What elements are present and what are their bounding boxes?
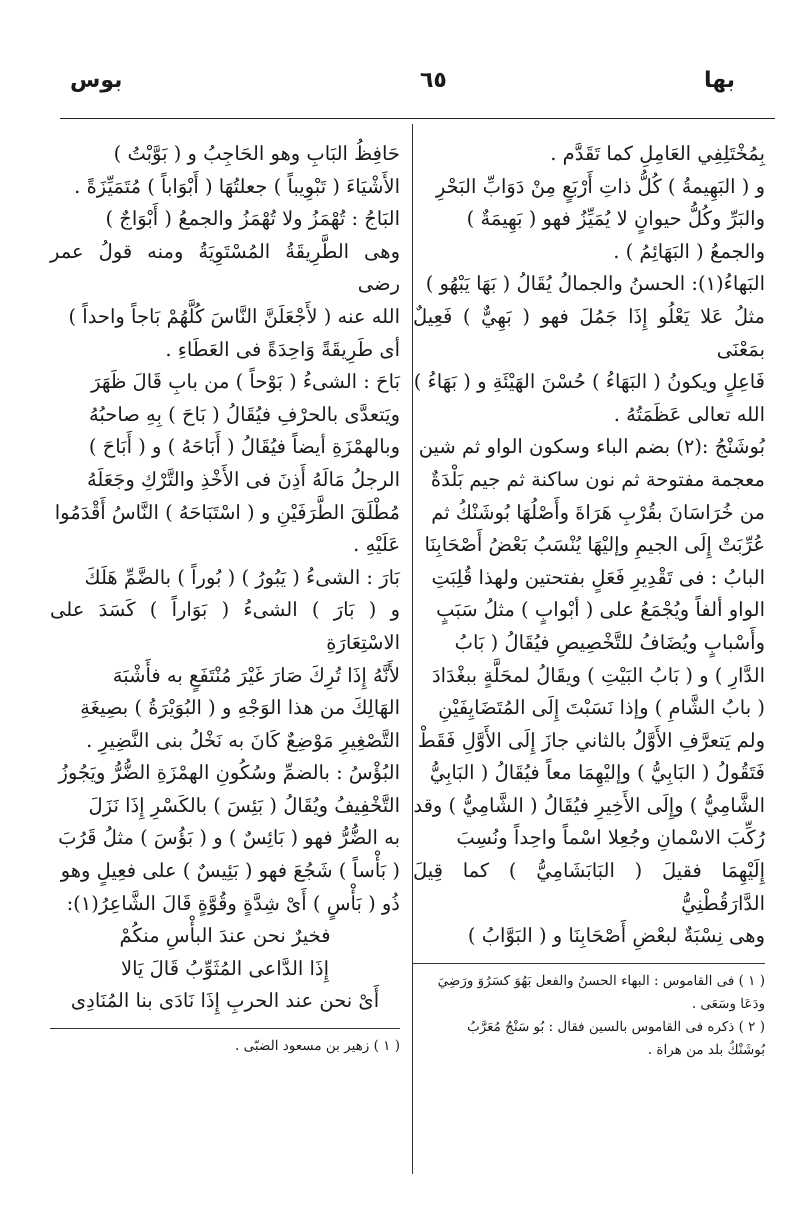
footnote-line: ( ١ ) فى القاموس : البهاء الحسنُ والفعل بَهُوَ كسَرُوَ ورَضِيَ <box>437 972 765 989</box>
text-line: ويَتعدَّى بالحرْفِ فيُقَالُ ( بَاحَ ) بِهِ صاحبُهُ <box>88 402 400 426</box>
text-line: البَاجُ : تُهْمَزُ ولا تُهْمَزُ والجمعُ ( أَبْوَاجٌ ) <box>105 207 400 231</box>
text-line: والبَرِّ وكُلُّ حيوانٍ لا يُمَيِّزُ فهو ( بَهِيمَةٌ ) <box>466 207 765 231</box>
text-line: الهَالِكَ من هذا الوَجْهِ و ( البُوَيْرَةُ ) بصِيغَةِ <box>80 696 400 720</box>
text-line: البَهاءُ(١): الحسنُ والجمالُ يُقَالُ ( بَهَا يَبْهُو ) <box>425 272 765 296</box>
text-line: الواو ألفاً ويُجْمَعُ على ( أبْوابٍ ) مثلُ سَبَبٍ <box>436 598 765 622</box>
header-rule <box>60 118 775 119</box>
text-line: والجمعُ ( البَهَائِمُ ) . <box>613 239 765 263</box>
text-line: فَاعِلٍ ويكونُ ( البَهَاءُ ) حُسْنَ الهَيْئَةِ و ( بَهَاءُ ) <box>413 370 765 394</box>
text-line: بَاحَ : الشىءُ ( بَوْحاً ) من بابِ قَالَ ظَهَرَ <box>91 370 400 394</box>
text-line: مُطْلَقَ الطَّرَفَيْنِ و ( اسْتَبَاحَهُ ) النَّاسُ أَقْدَمُوا <box>54 500 400 524</box>
right-column <box>413 138 765 1062</box>
text-line: وهى نِسْبَةٌ لبعْضِ أَصْحَابِنَا و ( البَوَّابُ ) <box>467 924 765 948</box>
page-number: ٦٥ <box>420 68 447 93</box>
text-line: و ( البَهِيمةُ ) كُلُّ ذاتِ أَرْبَعٍ مِنْ دَوَابِّ البَحْرِ <box>435 174 765 198</box>
text-line: البابُ : فى تَقْدِيرِ فَعَلٍ بفتحتين ولهذا قُلِبَتِ <box>431 565 765 589</box>
text-line: رُكِّبَ الاسْمانِ وجُعِلا اسْماً واحِداً ونُسِبَ <box>456 826 765 850</box>
text-line: وأَسْبابٍ ويُضَافُ للتَّخْصِيصِ فيُقَالُ ( بَابُ <box>454 630 765 654</box>
text-line: الرجلُ مَالَهُ أَذِنَ فى الأَخْذِ والتَّرْكِ وجَعَلَهُ <box>86 467 400 491</box>
text-line: الله تعالى عَظَمَتُهُ . <box>613 402 765 426</box>
footnote-rule <box>413 963 765 964</box>
text-line: إِلَيْهِمَا فقيلَ ( البَابَشَامِيُّ ) كما قِيلَ الدَّارَقُطْنِيُّ <box>413 859 765 915</box>
page-header <box>30 60 775 100</box>
text-line: الشَّامِيُّ ) وإِلَى الأَخِيرِ فيُقَالُ ( الشَّامِيُّ ) وقد <box>413 793 765 817</box>
text-line: معجمة مفتوحة ثم نون ساكنة ثم جيم بَلْدَةٌ <box>430 467 765 491</box>
verse-line: إِذَا الدَّاعى المُثَوِّبُ قَالَ يَالا <box>120 956 330 980</box>
text-line: عَلَيْهِ . <box>353 533 400 557</box>
text-line: بُوشَنْجُ :(٢) بضم الباء وسكون الواو ثم شين <box>418 435 765 459</box>
text-line: ( بابُ الشَّامِ ) وإذا نَسَبْتَ إِلَى المُتَضَايِفَيْنِ <box>438 696 765 720</box>
verse-line: أَىْ نحن عند الحربِ إِذَا نَادَى بنا المُنَادِى <box>70 989 380 1013</box>
text-line: عُرِّبَتْ إِلَى الجيمِ وإليْهَا يُنْسَبُ بَعْضُ أَصْحَابِنَا <box>424 533 765 557</box>
text-line: التَّصْغِيرِ مَوْضِعٌ كَانَ به نَخْلُ بنى النَّضِيرِ . <box>86 728 400 752</box>
left-column <box>50 138 400 1058</box>
text-line: حَافِظُ البَابِ وهو الحَاجِبُ و ( بَوَّبْتُ ) <box>113 142 400 165</box>
text-line: به الضُّرُّ فهو ( بَائِسٌ ) و ( بَؤُسَ ) مثلُ قَرُبَ <box>58 826 400 850</box>
text-line: وبالهمْزَةِ أيضاً فيُقَالُ ( أَبَاحَهُ ) و ( أَبَاحَ ) <box>88 435 400 459</box>
text-line: و ( بَارَ ) الشىءُ ( بَوَاراً ) كَسَدَ على الاسْتِعَارَةِ <box>50 598 400 654</box>
text-line: البُؤْسُ : بالضمِّ وسُكُونِ الهمْزَةِ الضُّرُّ ويَجُوزُ <box>58 761 400 785</box>
header-word-left: بوس <box>70 68 123 93</box>
header-word-right: بها <box>703 68 735 93</box>
text-line: بَارَ : الشىءُ ( يَبُورُ ) ( بُوراً ) بالضَّمِّ هَلَكَ <box>84 565 400 589</box>
text-line: فَتَقُولُ ( البَابِيُّ ) وإليْهِمَا معاً فيُقَالُ ( البَابِيُّ <box>429 761 765 785</box>
text-line: أى طَرِيقَةً وَاحِدَةً فى العَطَاءِ . <box>165 337 400 361</box>
text-line: الأَشْيَاءَ ( تَبْوِيباً ) جعلتُهَا ( أَبْوَاباً ) مُتَمَيِّزَةً . <box>74 174 400 198</box>
footnote-rule <box>50 1028 400 1029</box>
text-line: وهى الطَّرِيقَةُ المُسْتَوِيَةُ ومنه قولُ عمر رضى <box>50 239 400 296</box>
text-line: التَّخْفِيفُ ويُقَالُ ( بَئِسَ ) بالكَسْرِ إِذَا نَزَلَ <box>88 793 400 817</box>
text-line: ( بَأْساً ) شَجُعَ فهو ( بَئِيسٌ ) على فعِيلٍ وهو <box>60 859 400 883</box>
footnote-line: بُوشَنْكُ بلد من هراة . <box>647 1041 765 1058</box>
text-line: لأَنَّهُ إِذَا تُرِكَ صَارَ غَيْرَ مُنْتَفَعٍ به فأَشْبَهَ <box>112 663 400 687</box>
verse-line: فخيرٌ نحن عندَ البأْسِ منكُمْ <box>119 924 331 948</box>
text-line: ذُو ( بَأْسٍ ) أَىْ شِدَّةٍ وقُوَّةٍ قَالَ الشَّاعِرُ(١): <box>66 891 400 915</box>
footnote-line: ( ٢ ) ذكره فى القاموس بالسين فقال : بُو سَنْجُ مُعَرَّبُ <box>466 1018 765 1035</box>
text-line: الدَّارِ ) و ( بَابُ البَيْتِ ) ويقَالُ لمحَلَّةٍ ببغْدَادَ <box>431 663 765 687</box>
text-line: الله عنه ( لأَجْعَلَنَّ النَّاسَ كُلَّهُمْ بَاجاً واحداً ) <box>68 304 400 328</box>
footnote-line: ( ١ ) زهير بن مسعود الضبّى . <box>235 1038 400 1055</box>
text-line: من خُرَاسَانَ بقُرْبِ هَرَاةَ وأَصْلُهَا بُوشَنْكُ ثم <box>431 500 765 524</box>
text-line: مثلُ عَلا يَعْلُو إِذَا جَمُلَ فهو ( بَهِيٌّ ) فَعِيلٌ بمَعْنَى <box>413 304 765 361</box>
text-line: بِمُخْتَلِفِي العَامِلِ كما تَقَدَّم . <box>550 142 765 165</box>
footnote-line: ودَعَا وسَعَى . <box>691 995 765 1012</box>
text-line: ولم يَتعرَّفِ الأَوَّلُ بالثاني جازَ إِلَى الأَوَّلِ فَقَطْ <box>417 728 765 752</box>
